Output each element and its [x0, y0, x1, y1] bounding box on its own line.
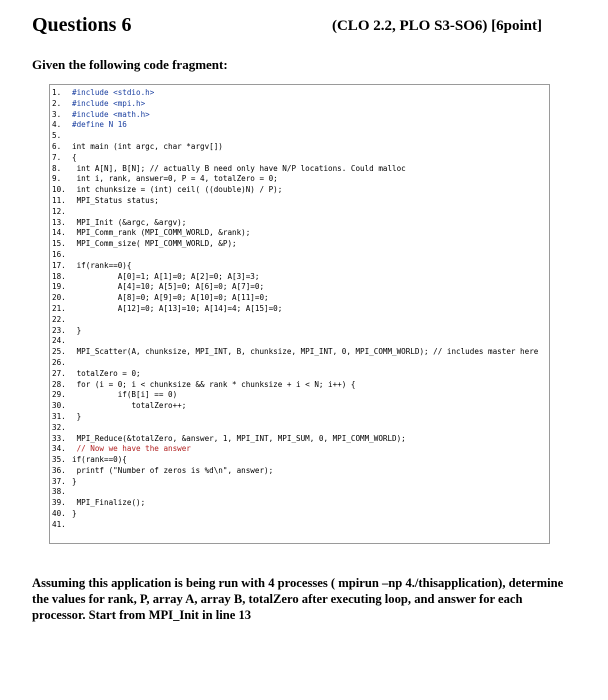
line-number: 26. [52, 357, 66, 367]
code-line [52, 207, 549, 218]
code-line [52, 498, 549, 509]
code-text: } [72, 411, 82, 421]
code-text: MPI_Status status; [72, 195, 159, 205]
code-line [52, 272, 549, 283]
line-number: 35. [52, 455, 66, 465]
code-text [72, 358, 549, 369]
line-number: 11. [52, 195, 66, 205]
code-line [52, 520, 549, 531]
code-text: #include <mpi.h> [72, 98, 146, 108]
code-text: } [72, 476, 77, 486]
code-line [52, 153, 549, 164]
code-text: MPI_Init (&argc, &argv); [72, 217, 187, 227]
line-number: 30. [52, 401, 66, 411]
code-line [52, 174, 549, 185]
code-line [52, 358, 549, 369]
code-line [52, 315, 549, 326]
code-line [52, 164, 549, 175]
code-text: totalZero = 0; [72, 368, 141, 378]
code-text: A[0]=1; A[1]=0; A[2]=0; A[3]=3; [72, 271, 260, 281]
code-text [72, 250, 549, 261]
line-number: 21. [52, 303, 66, 313]
line-number: 41. [52, 519, 66, 529]
question-title: Questions 6 [32, 14, 132, 36]
code-text: int i, rank, answer=0, P = 4, totalZero = 0; [72, 174, 278, 184]
code-text: } [72, 509, 77, 519]
code-line [52, 120, 549, 131]
code-line [52, 412, 549, 423]
code-listing [49, 84, 550, 544]
line-number: 36. [52, 465, 66, 475]
line-number: 25. [52, 347, 66, 357]
code-text: } [72, 325, 82, 335]
code-text [72, 207, 549, 218]
code-text: A[4]=10; A[5]=0; A[6]=0; A[7]=0; [72, 282, 265, 292]
code-line [52, 304, 549, 315]
code-line [52, 369, 549, 380]
line-number: 16. [52, 249, 66, 259]
code-line [52, 250, 549, 261]
line-number: 14. [52, 228, 66, 238]
code-line [52, 434, 549, 445]
line-number: 9. [52, 174, 62, 184]
code-line [52, 218, 549, 229]
code-line [52, 239, 549, 250]
line-number: 32. [52, 422, 66, 432]
code-text: #include <math.h> [72, 109, 150, 119]
code-line [52, 228, 549, 239]
line-number: 10. [52, 185, 66, 195]
code-text: A[8]=0; A[9]=0; A[10]=0; A[11]=0; [72, 293, 269, 303]
code-text: A[12]=0; A[13]=10; A[14]=4; A[15]=0; [72, 303, 283, 313]
code-text: MPI_Comm_rank (MPI_COMM_WORLD, &rank); [72, 228, 251, 238]
code-line [52, 509, 549, 520]
line-number: 19. [52, 282, 66, 292]
code-text: #include <stdio.h> [72, 88, 155, 97]
code-line [52, 131, 549, 142]
code-text [72, 336, 549, 347]
line-number: 2. [52, 98, 62, 108]
code-text: printf ("Number of zeros is %d\n", answer); [72, 465, 274, 475]
code-line [52, 142, 549, 153]
question-meta: (CLO 2.2, PLO S3-SO6) [6point] [331, 18, 542, 34]
line-number: 33. [52, 433, 66, 443]
code-text: MPI_Reduce(&totalZero, &answer, 1, MPI_INT, MPI_SUM, 0, MPI_COMM_WORLD); [72, 433, 406, 443]
line-number: 7. [52, 152, 62, 162]
code-text: for (i = 0; i < chunksize && rank * chunksize + i < N; i++) { [72, 379, 356, 389]
code-line [52, 326, 549, 337]
code-text: // Now we have the answer [72, 444, 191, 454]
code-line [52, 487, 549, 498]
line-number: 5. [52, 131, 62, 141]
line-number: 13. [52, 217, 66, 227]
line-number: 24. [52, 336, 66, 346]
code-text [72, 487, 549, 498]
code-text: if(rank==0){ [72, 455, 127, 465]
line-number: 31. [52, 411, 66, 421]
line-number: 38. [52, 487, 66, 497]
line-number: 34. [52, 444, 66, 454]
code-line [52, 293, 549, 304]
code-text: #define N 16 [72, 120, 127, 130]
line-number: 27. [52, 368, 66, 378]
line-number: 8. [52, 163, 62, 173]
code-text [72, 423, 549, 434]
code-line [52, 110, 549, 121]
code-line [52, 444, 549, 455]
code-line [52, 99, 549, 110]
code-text: MPI_Finalize(); [72, 498, 146, 508]
code-line [52, 380, 549, 391]
code-line [52, 336, 549, 347]
line-number: 39. [52, 498, 66, 508]
code-line [52, 196, 549, 207]
line-number: 4. [52, 120, 62, 130]
line-number: 6. [52, 141, 62, 151]
code-text: if(rank==0){ [72, 260, 132, 270]
code-intro-text: Given the following code fragment: [32, 57, 228, 72]
line-number: 15. [52, 239, 66, 249]
code-line [52, 261, 549, 272]
line-number: 12. [52, 206, 66, 216]
line-number: 29. [52, 390, 66, 400]
code-line [52, 423, 549, 434]
line-number: 22. [52, 314, 66, 324]
code-line [52, 347, 549, 358]
line-number: 3. [52, 109, 62, 119]
question-text: Assuming this application is being run with 4 processes ( mpirun –np 4./thisapplication), determine the values for rank, P, array A, array B, totalZero after executing loop, and answer for each processor. Start from MPI_Init in line 13 [32, 576, 564, 622]
line-number: 23. [52, 325, 66, 335]
code-text [72, 131, 549, 142]
code-line [52, 401, 549, 412]
line-number: 17. [52, 260, 66, 270]
code-text: int main (int argc, char *argv[]) [72, 141, 223, 151]
line-number: 40. [52, 509, 66, 519]
code-text: { [72, 152, 77, 162]
code-line [52, 390, 549, 401]
code-text [72, 520, 549, 531]
code-line [52, 466, 549, 477]
code-text: int A[N], B[N]; // actually B need only have N/P locations. Could malloc [72, 163, 406, 173]
code-line [52, 477, 549, 488]
code-text [72, 315, 549, 326]
line-number: 20. [52, 293, 66, 303]
code-text: if(B[i] == 0) [72, 390, 178, 400]
line-number: 37. [52, 476, 66, 486]
line-number: 28. [52, 379, 66, 389]
code-line [52, 282, 549, 293]
code-text: MPI_Comm_size( MPI_COMM_WORLD, &P); [72, 239, 237, 249]
code-line [52, 185, 549, 196]
code-text: MPI_Scatter(A, chunksize, MPI_INT, B, chunksize, MPI_INT, 0, MPI_COMM_WORLD); // includes master here [72, 347, 539, 357]
code-text: int chunksize = (int) ceil( ((double)N) / P); [72, 185, 283, 195]
code-line [52, 88, 549, 99]
line-number: 18. [52, 271, 66, 281]
line-number: 1. [52, 88, 62, 97]
question-header [32, 14, 592, 44]
code-line [52, 455, 549, 466]
code-text: totalZero++; [72, 401, 187, 411]
